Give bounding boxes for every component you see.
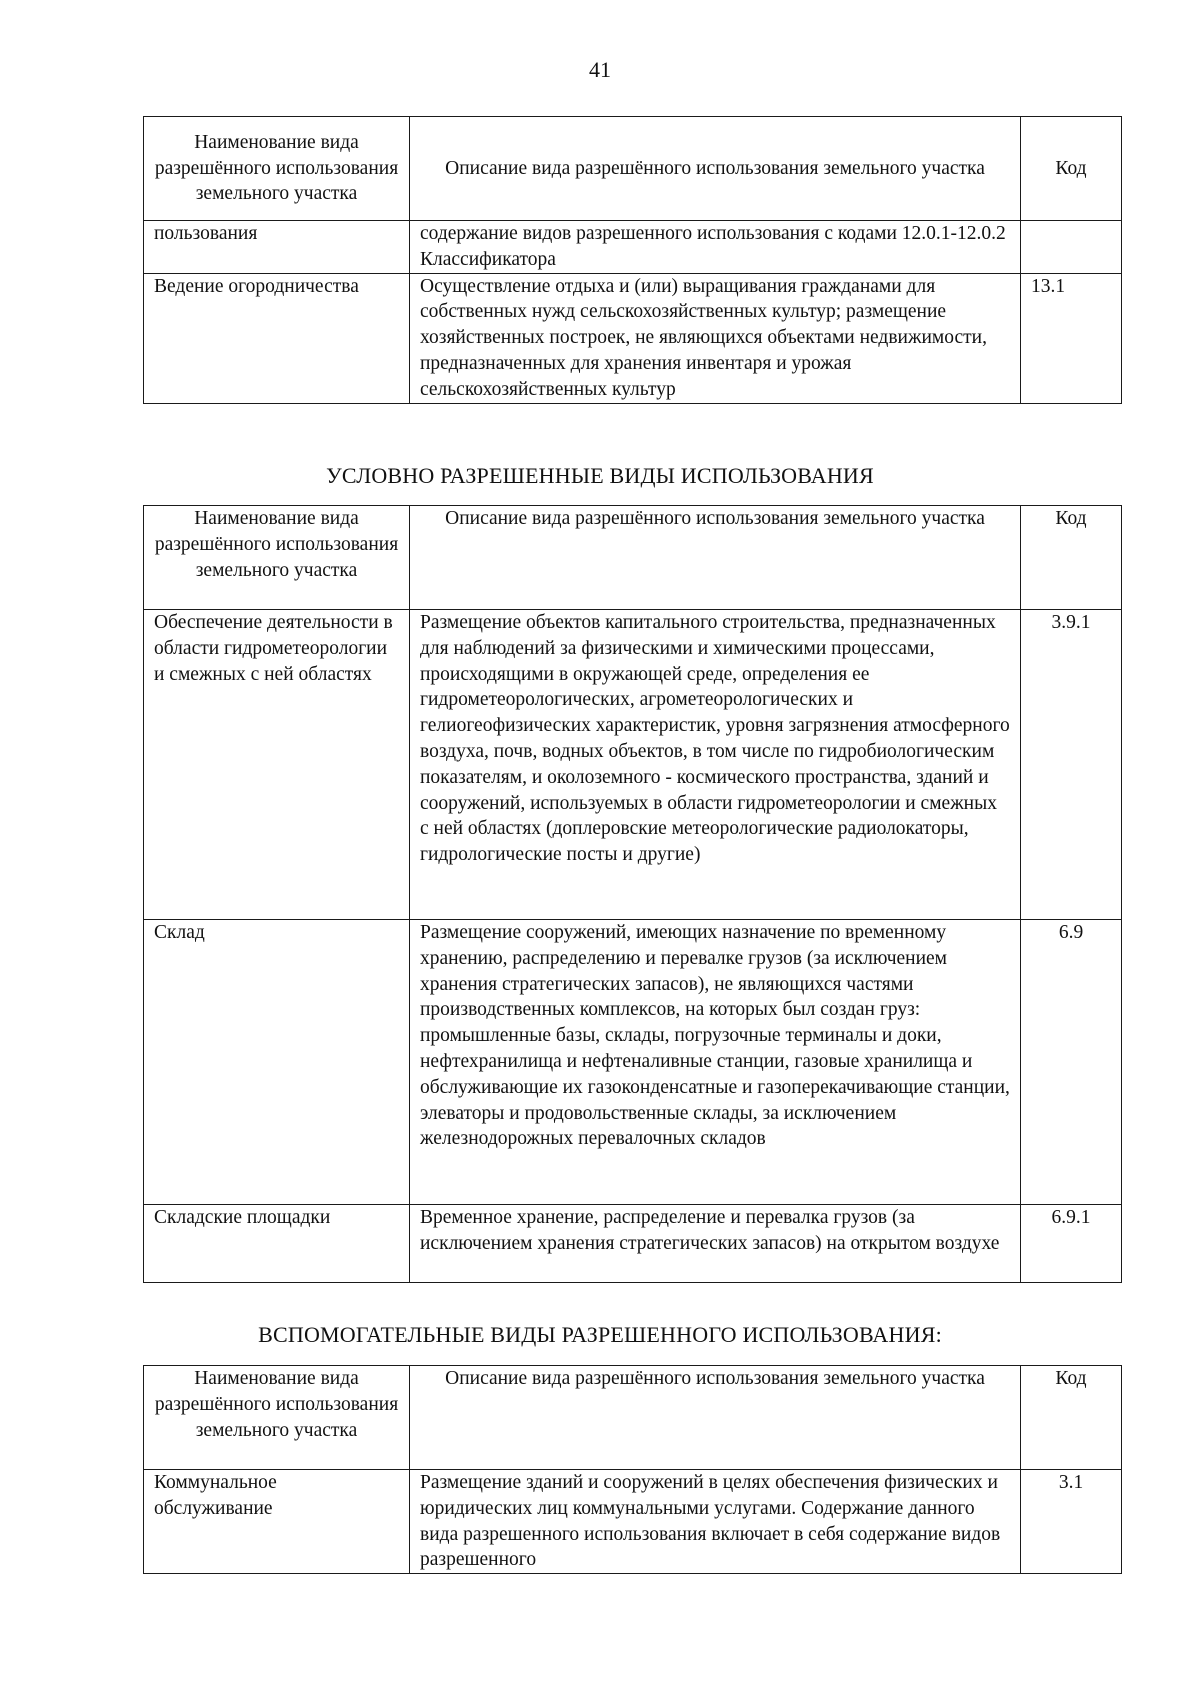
row-code: 3.9.1 bbox=[1021, 610, 1122, 920]
table-row bbox=[144, 920, 1122, 1205]
row-name: Коммунальное обслуживание bbox=[144, 1470, 410, 1574]
table-header-row bbox=[144, 506, 1122, 610]
header-description: Описание вида разрешённого использования земельного участка bbox=[410, 1366, 1021, 1470]
header-code: Код bbox=[1021, 1366, 1122, 1470]
row-code bbox=[1021, 221, 1122, 274]
header-code: Код bbox=[1021, 117, 1122, 221]
row-name: Ведение огородничества bbox=[144, 273, 410, 403]
row-description: содержание видов разрешенного использования с кодами 12.0.1-12.0.2 Классификатора bbox=[410, 221, 1021, 274]
section-title-auxiliary-uses: ВСПОМОГАТЕЛЬНЫЕ ВИДЫ РАЗРЕШЕННОГО ИСПОЛЬЗОВАНИЯ: bbox=[258, 1322, 942, 1347]
section-title-conditional-uses: УСЛОВНО РАЗРЕШЕННЫЕ ВИДЫ ИСПОЛЬЗОВАНИЯ bbox=[326, 463, 874, 488]
main-uses-table-continued bbox=[143, 116, 1122, 404]
row-description: Размещение объектов капитального строительства, предназначенных для наблюдений за физическими и химическими процессами, происходящими в окружающей среде, определения ее гидрометеорологических, агрометеорологических и гелиогеофизических характеристик, уровня загрязнения атмосферного воздуха, почв, водных объектов, в том числе по гидробиологическим показателям, и околоземного - космического пространства, зданий и сооружений, используемых в области гидрометеорологии и смежных с ней областях (доплеровские метеорологические радиолокаторы, гидрологические посты и другие) bbox=[410, 610, 1021, 920]
row-code: 3.1 bbox=[1021, 1470, 1122, 1574]
row-code: 6.9 bbox=[1021, 920, 1122, 1205]
table-header-row bbox=[144, 1366, 1122, 1470]
row-code: 6.9.1 bbox=[1021, 1205, 1122, 1283]
table-row bbox=[144, 610, 1122, 920]
header-code: Код bbox=[1021, 506, 1122, 610]
row-description: Размещение сооружений, имеющих назначение по временному хранению, распределению и перевалке грузов (за исключением хранения стратегических запасов), не являющихся частями производственных комплексов, на которых был создан груз: промышленные базы, склады, погрузочные терминалы и доки, нефтехранилища и нефтеналивные станции, газовые хранилища и обслуживающие их газоконденсатные и газоперекачивающие станции, элеваторы и продовольственные склады, за исключением железнодорожных перевалочных складов bbox=[410, 920, 1021, 1205]
row-name: пользования bbox=[144, 221, 410, 274]
row-description: Временное хранение, распределение и перевалка грузов (за исключением хранения стратегических запасов) на открытом воздухе bbox=[410, 1205, 1021, 1283]
row-name: Склад bbox=[144, 920, 410, 1205]
row-name: Складские площадки bbox=[144, 1205, 410, 1283]
table-row bbox=[144, 221, 1122, 274]
page-number: 41 bbox=[589, 57, 611, 82]
row-name: Обеспечение деятельности в области гидрометеорологии и смежных с ней областях bbox=[144, 610, 410, 920]
row-description: Осуществление отдыха и (или) выращивания гражданами для собственных нужд сельскохозяйственных культур; размещение хозяйственных построек, не являющихся объектами недвижимости, предназначенных для хранения инвентаря и урожая сельскохозяйственных культур bbox=[410, 273, 1021, 403]
row-description: Размещение зданий и сооружений в целях обеспечения физических и юридических лиц коммунальными услугами. Содержание данного вида разрешенного использования включает в себя содержание видов разрешенного bbox=[410, 1470, 1021, 1574]
header-description: Описание вида разрешённого использования земельного участка bbox=[410, 506, 1021, 610]
header-name: Наименование вида разрешённого использования земельного участка bbox=[144, 1366, 410, 1470]
table-header-row bbox=[144, 117, 1122, 221]
table-row bbox=[144, 1470, 1122, 1574]
header-description: Описание вида разрешённого использования земельного участка bbox=[410, 117, 1021, 221]
auxiliary-uses-table bbox=[143, 1365, 1122, 1574]
header-name: Наименование вида разрешённого использования земельного участка bbox=[144, 117, 410, 221]
table-row bbox=[144, 273, 1122, 403]
table-row bbox=[144, 1205, 1122, 1283]
conditional-uses-table bbox=[143, 505, 1122, 1283]
header-name: Наименование вида разрешённого использования земельного участка bbox=[144, 506, 410, 610]
row-code: 13.1 bbox=[1021, 273, 1122, 403]
